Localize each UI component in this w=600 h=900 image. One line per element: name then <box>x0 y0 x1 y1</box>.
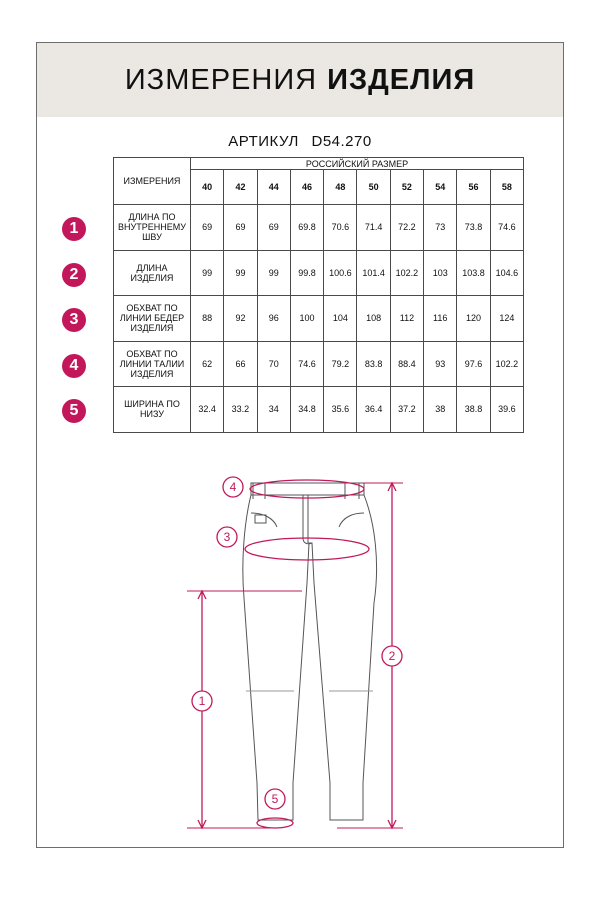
measurement-label: ОБХВАТ ПО ЛИНИИ ТАЛИИ ИЗДЕЛИЯ <box>114 341 191 387</box>
measurement-value: 88 <box>191 296 224 342</box>
measurement-value: 99 <box>224 250 257 296</box>
measurement-value: 34 <box>257 387 290 433</box>
measurement-value: 104.6 <box>490 250 523 296</box>
measurement-value: 35.6 <box>324 387 357 433</box>
measurement-value: 74.6 <box>290 341 323 387</box>
marker-waist-number: 4 <box>229 480 237 494</box>
measurement-value: 97.6 <box>457 341 490 387</box>
measurement-value: 120 <box>457 296 490 342</box>
measurement-value: 70 <box>257 341 290 387</box>
measurement-value: 101.4 <box>357 250 390 296</box>
size-column-header: 50 <box>357 170 390 205</box>
measurement-value: 103.8 <box>457 250 490 296</box>
measurement-value: 108 <box>357 296 390 342</box>
measurement-value: 71.4 <box>357 205 390 251</box>
marker-hem-number: 5 <box>271 792 279 806</box>
size-column-header: 44 <box>257 170 290 205</box>
row-number-badge: 3 <box>62 308 86 332</box>
measurement-value: 38 <box>424 387 457 433</box>
title-bold: ИЗДЕЛИЯ <box>327 63 476 96</box>
measurement-value: 32.4 <box>191 387 224 433</box>
measurement-value: 37.2 <box>390 387 423 433</box>
measurement-value: 69.8 <box>290 205 323 251</box>
measurement-value: 38.8 <box>457 387 490 433</box>
table-corner-label: ИЗМЕРЕНИЯ <box>114 158 191 205</box>
title-light: ИЗМЕРЕНИЯ <box>124 63 318 96</box>
measurement-value: 100 <box>290 296 323 342</box>
size-group-header: РОССИЙСКИЙ РАЗМЕР <box>191 158 524 170</box>
size-column-header: 58 <box>490 170 523 205</box>
size-column-header: 54 <box>424 170 457 205</box>
measurement-value: 116 <box>424 296 457 342</box>
size-chart-card <box>36 42 564 848</box>
measurement-value: 104 <box>324 296 357 342</box>
row-number-badge: 4 <box>62 354 86 378</box>
measurement-value: 33.2 <box>224 387 257 433</box>
row-number-badge: 1 <box>62 217 86 241</box>
marker-length-number: 2 <box>388 649 396 663</box>
size-column-header: 40 <box>191 170 224 205</box>
article-code: D54.270 <box>311 133 372 150</box>
measurement-value: 100.6 <box>324 250 357 296</box>
marker-inseam-number: 1 <box>198 694 206 708</box>
size-column-header: 56 <box>457 170 490 205</box>
measurement-value: 124 <box>490 296 523 342</box>
size-column-header: 52 <box>390 170 423 205</box>
size-column-header: 46 <box>290 170 323 205</box>
right-pocket <box>339 513 364 527</box>
measurement-value: 102.2 <box>490 341 523 387</box>
measurement-value: 99 <box>257 250 290 296</box>
measurement-value: 102.2 <box>390 250 423 296</box>
marker-hip-number: 3 <box>223 530 231 544</box>
measurement-label: ОБХВАТ ПО ЛИНИИ БЕДЕР ИЗДЕЛИЯ <box>114 296 191 342</box>
measurement-value: 99.8 <box>290 250 323 296</box>
measurement-value: 92 <box>224 296 257 342</box>
measurement-value: 39.6 <box>490 387 523 433</box>
measurement-value: 69 <box>191 205 224 251</box>
measurement-label: ШИРИНА ПО НИЗУ <box>114 387 191 433</box>
measurement-value: 93 <box>424 341 457 387</box>
measurement-value: 83.8 <box>357 341 390 387</box>
pants-outline <box>243 483 377 820</box>
measurement-value: 62 <box>191 341 224 387</box>
fly <box>303 495 312 544</box>
measurement-value: 73 <box>424 205 457 251</box>
row-number-badge: 2 <box>62 263 86 287</box>
measurement-value: 66 <box>224 341 257 387</box>
measurement-value: 69 <box>224 205 257 251</box>
row-number-badge: 5 <box>62 399 86 423</box>
measurement-value: 79.2 <box>324 341 357 387</box>
measurement-value: 96 <box>257 296 290 342</box>
article-label: АРТИКУЛ <box>228 133 299 150</box>
measurement-value: 69 <box>257 205 290 251</box>
diagram-markers <box>192 477 402 809</box>
coin-pocket <box>255 515 266 523</box>
measurement-label: ДЛИНА ИЗДЕЛИЯ <box>114 250 191 296</box>
size-column-header: 48 <box>324 170 357 205</box>
measurement-label: ДЛИНА ПО ВНУТРЕННЕМУ ШВУ <box>114 205 191 251</box>
measurement-value: 34.8 <box>290 387 323 433</box>
measurement-value: 88.4 <box>390 341 423 387</box>
size-column-header: 42 <box>224 170 257 205</box>
hip-ellipse <box>245 538 369 560</box>
measurement-value: 73.8 <box>457 205 490 251</box>
waistband <box>251 483 364 495</box>
measurement-value: 72.2 <box>390 205 423 251</box>
measurement-value: 112 <box>390 296 423 342</box>
measurement-value: 70.6 <box>324 205 357 251</box>
measurement-value: 99 <box>191 250 224 296</box>
measurement-value: 103 <box>424 250 457 296</box>
measurement-value: 74.6 <box>490 205 523 251</box>
pants-diagram <box>37 43 565 849</box>
measurement-value: 36.4 <box>357 387 390 433</box>
